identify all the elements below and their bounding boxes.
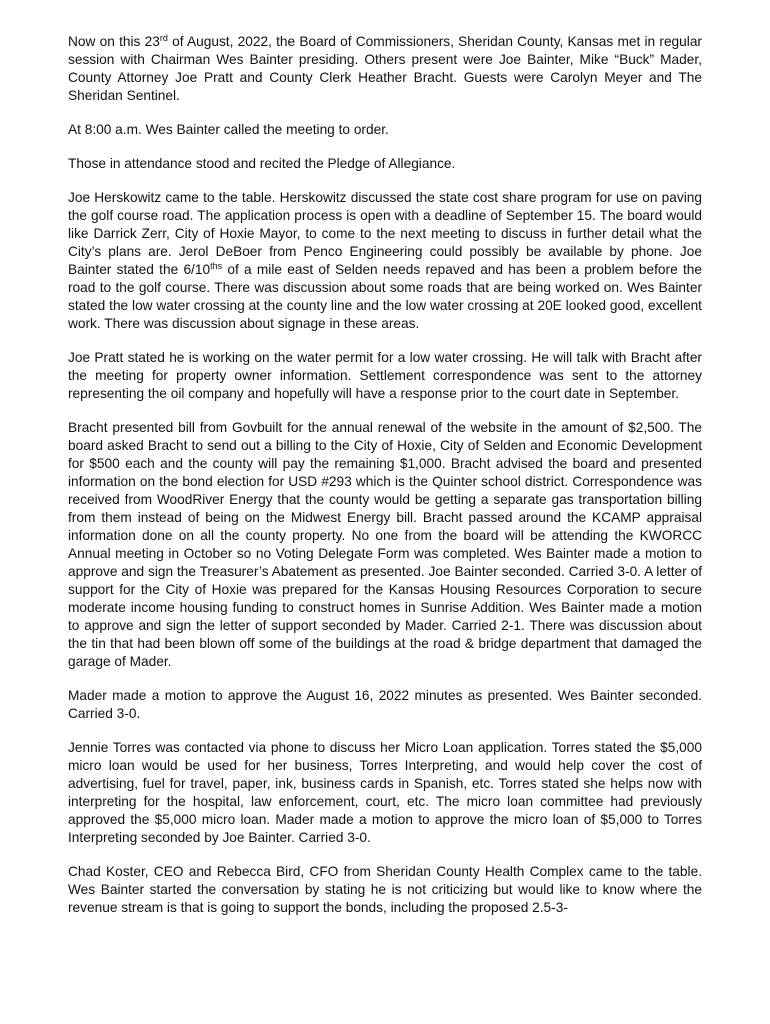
session-date-text: Now on this 23 (68, 34, 160, 49)
paragraph-clerk-business: Bracht presented bill from Govbuilt for the annual renewal of the website in the amount of $2,500. The board asked Bracht to send out a billing to the City of Hoxie, City of Selden and Economic Development for $500 each and the county will pay the remaining $1,000. Bracht advised the board and presented information on the bond election for USD #293 which is the Quinter school district. Correspondence was received from WoodRiver Energy that the county would be getting a separate gas transportation billing from them instead of being on the Midwest Energy bill. Bracht passed around the KCAMP appraisal information done on all the county property. No one from the board will be attending the KWORCC Annual meeting in October so no Voting Delegate Form was completed. Wes Bainter made a motion to approve and sign the Treasurer’s Abatement as presented. Joe Bainter seconded. Carried 3-0. A letter of support for the City of Hoxie was prepared for the Kansas Housing Resources Corporation to secure moderate income housing funding to construct homes in Sunrise Addition. Wes Bainter made a motion to approve and sign the letter of support seconded by Mader. Carried 2-1. There was discussion about the tin that had been blown off some of the buildings at the road & bridge department that damaged the garage of Mader. (68, 420, 702, 669)
paragraph-water-permit: Joe Pratt stated he is working on the water permit for a low water crossing. He will talk with Bracht after the meeting for property owner information. Settlement correspondence was sent to the attorney representing the oil company and hopefully will have a response prior to the court date in September. (68, 350, 702, 401)
paragraph-micro-loan: Jennie Torres was contacted via phone to discuss her Micro Loan application. Torres stated the $5,000 micro loan would be used for her business, Torres Interpreting, and would help cover the cost of advertising, fuel for travel, paper, ink, business cards in Spanish, etc. Torres stated she helps now with interpreting for the hospital, law enforcement, court, etc. The micro loan committee had previously approved the $5,000 micro loan. Mader made a motion to approve the micro loan of $5,000 to Torres Interpreting seconded by Joe Bainter. Carried 3-0. (68, 740, 702, 845)
paragraph-session-opening (68, 33, 702, 105)
session-details-text: of August, 2022, the Board of Commissioners, Sheridan County, Kansas met in regular session with Chairman Wes Bainter presiding. Others present were Joe Bainter, Mike “Buck” Mader, County Attorney Joe Pratt and County Clerk Heather Bracht. Guests were Carolyn Meyer and The Sheridan Sentinel. (68, 34, 702, 103)
ordinal-suffix: rd (159, 33, 168, 43)
paragraph-call-to-order: At 8:00 a.m. Wes Bainter called the meeting to order. (68, 122, 389, 137)
fraction-suffix: ths (210, 261, 223, 271)
paragraph-pledge: Those in attendance stood and recited the Pledge of Allegiance. (68, 156, 456, 171)
paragraph-health-complex: Chad Koster, CEO and Rebecca Bird, CFO from Sheridan County Health Complex came to the table. Wes Bainter started the conversation by stating he is not criticizing but would like to know where the revenue stream is that is going to support the bonds, including the proposed 2.5-3- (68, 864, 702, 915)
minutes-page (68, 33, 702, 933)
paragraph-minutes-approval: Mader made a motion to approve the August 16, 2022 minutes as presented. Wes Bainter seconded. Carried 3-0. (68, 688, 702, 721)
paragraph-road-discussion (68, 189, 702, 333)
road-discussion-text-a: Joe Herskowitz came to the table. Herskowitz discussed the state cost share program for use on paving the golf course road. The application process is open with a deadline of September 15. The board would like Darrick Zerr, City of Hoxie Mayor, to come to the next meeting to discuss in further detail what the City’s plans are. Jerol DeBoer from Penco Engineering could possibly be available by phone. Joe Bainter stated the 6/10 (68, 190, 702, 277)
road-discussion-text-b: of a mile east of Selden needs repaved and has been a problem before the road to the golf course. There was discussion about some roads that are being worked on. Wes Bainter stated the low water crossing at the county line and the low water crossing at 20E looked good, excellent work. There was discussion about signage in these areas. (68, 262, 702, 331)
